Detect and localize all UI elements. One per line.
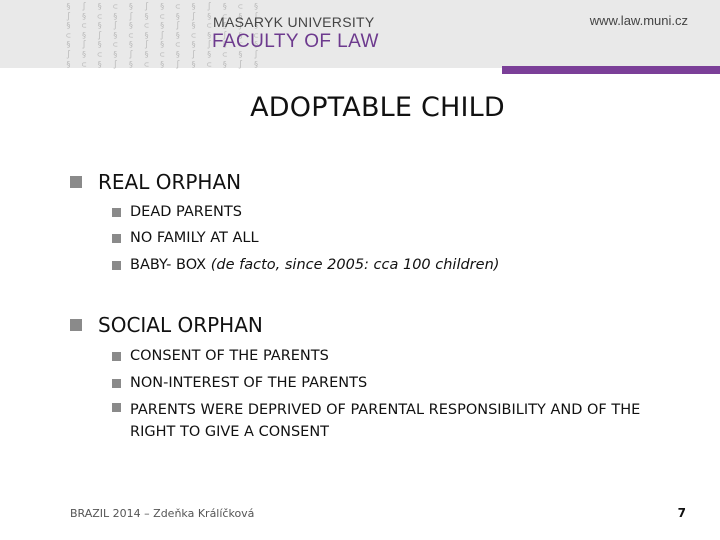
list-item (112, 257, 499, 273)
bullet-square-icon (112, 379, 121, 388)
list-item-text: NON-INTEREST OF THE PARENTS (130, 375, 368, 391)
list-item (112, 230, 259, 246)
list-item (112, 204, 242, 220)
list-item (112, 348, 329, 364)
list-item-text: BABY- BOX (130, 257, 207, 273)
page-number: 7 (677, 506, 686, 520)
university-name: MASARYK UNIVERSITY (213, 14, 375, 30)
list-item-note: (de facto, since 2005: cca 100 children) (210, 257, 500, 273)
bullet-square-icon (112, 403, 121, 412)
section-real-orphan (70, 170, 241, 194)
list-item-text: NO FAMILY AT ALL (130, 230, 259, 246)
header-band (0, 0, 720, 68)
footer-text: BRAZIL 2014 – Zdeňka Králíčková (70, 507, 255, 520)
faculty-name: FACULTY OF LAW (212, 31, 379, 52)
section-heading: SOCIAL ORPHAN (98, 313, 263, 337)
bullet-square-icon (70, 176, 82, 188)
list-item-text: CONSENT OF THE PARENTS (130, 348, 329, 364)
website-url[interactable]: www.law.muni.cz (589, 13, 688, 28)
list-item (112, 375, 367, 391)
bullet-square-icon (112, 208, 121, 217)
bullet-square-icon (112, 352, 121, 361)
bullet-square-icon (112, 234, 121, 243)
accent-bar (502, 66, 720, 74)
section-social-orphan (70, 313, 263, 337)
slide-title: ADOPTABLE CHILD (250, 92, 505, 123)
bullet-square-icon (112, 261, 121, 270)
list-item (112, 399, 670, 443)
bullet-square-icon (70, 319, 82, 331)
list-item-text: DEAD PARENTS (130, 204, 242, 220)
list-item-text: PARENTS WERE DEPRIVED OF PARENTAL RESPONSIBILITY AND OF THE RIGHT TO GIVE A CONSENT (130, 402, 641, 440)
logo-pattern: § ∫ § ⊂ § ∫ § ⊂ § ∫ § ⊂ § ∫ § ⊂ § ∫ § ⊂ § ∫ § ⊂ § ∫ § ⊂ § ∫ § ⊂ § ∫ § ⊂ § ∫ § ⊂ § ∫ § ⊂ § ∫ § ⊂ § ∫ § ⊂ § ∫ § ⊂ § ∫ § ⊂ § ∫ § ⊂ § ∫ § ⊂ § ∫ § ⊂ § ∫ § ⊂ § ∫ § ⊂ § ∫ § ⊂ § ∫ § ⊂ § ∫ § (66, 2, 262, 69)
section-heading: REAL ORPHAN (98, 170, 242, 194)
